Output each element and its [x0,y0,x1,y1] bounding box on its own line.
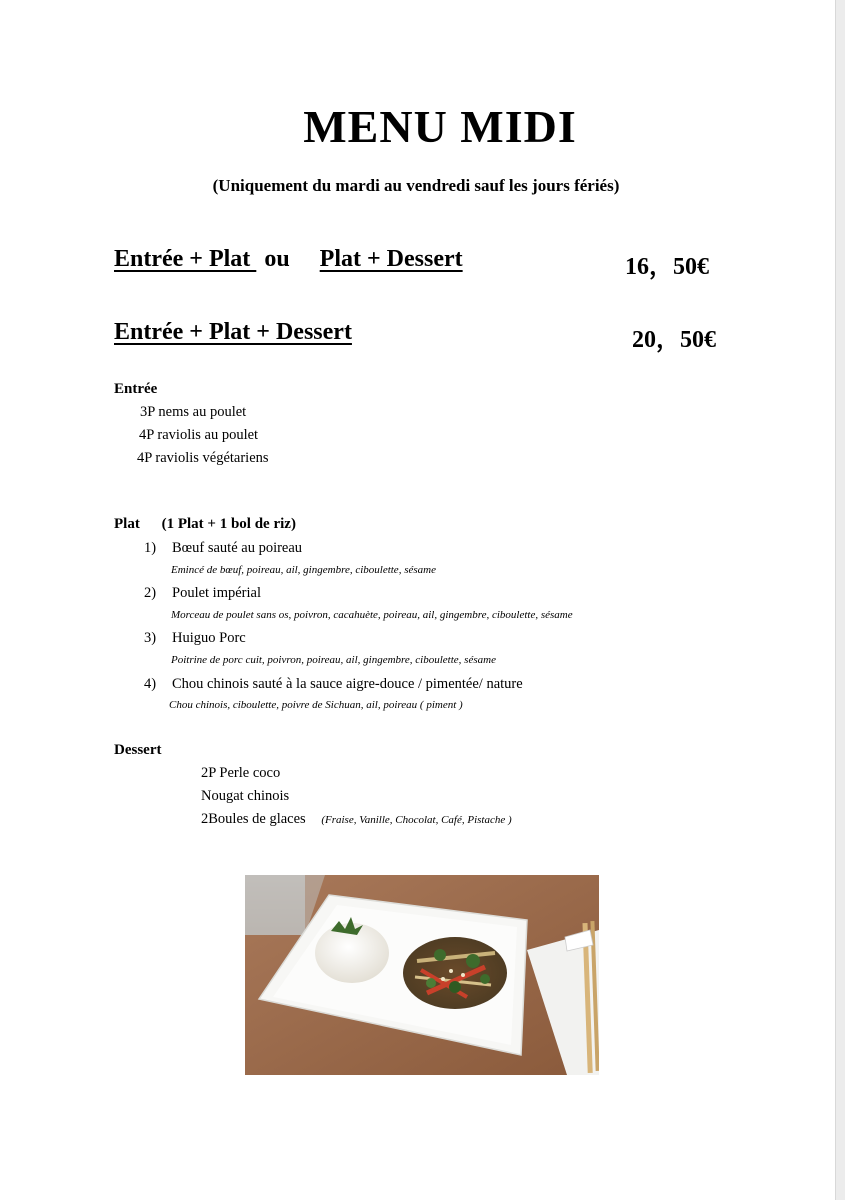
dessert-flavours: (Fraise, Vanille, Chocolat, Café, Pistache ) [321,814,512,826]
plat-heading-label: Plat [114,516,140,532]
entree-item-1: 3P nems au poulet [140,404,247,420]
plat-item-3-number: 3) [144,630,157,646]
plat-item-4-desc: Chou chinois, ciboulette, poivre de Sichuan, ail, poireau ( piment ) [169,699,463,711]
plat-item-3-name: Huiguo Porc [172,630,246,646]
plat-item-3-desc: Poitrine de porc cuit, poivron, poireau, ail, gingembre, ciboulette, sésame [171,654,496,666]
entree-heading: Entrée [114,381,158,397]
plat-item-2 [144,585,261,602]
plat-item-2-name: Poulet impérial [172,585,261,601]
plat-item-1-name: Bœuf sauté au poireau [172,540,303,556]
plat-item-2-desc: Morceau de poulet sans os, poivron, cacahuète, poireau, ail, gingembre, ciboulette, sésame [171,609,573,621]
formula-2 [114,319,352,346]
page-edge [835,0,845,1200]
dessert-item-2: Nougat chinois [201,788,290,804]
page-title: MENU MIDI [303,101,577,152]
entree-item-2: 4P raviolis au poulet [139,427,259,443]
formula-1-part2: Plat + Dessert [319,246,463,272]
formula-1-price: 16，50€ [625,254,709,280]
dessert-heading: Dessert [114,742,162,758]
plat-item-3 [144,630,246,647]
plat-heading [114,516,296,533]
plat-note: (1 Plat + 1 bol de riz) [161,516,296,532]
dessert-item-3-name: 2Boules de glaces [201,811,306,827]
plat-item-1-desc: Emincé de bœuf, poireau, ail, gingembre, ciboulette, sésame [171,564,436,576]
plat-item-2-number: 2) [144,585,157,601]
plat-item-1 [144,540,302,557]
formula-2-label: Entrée + Plat + Dessert [114,319,352,345]
dish-photo [245,875,599,1075]
plat-item-1-number: 1) [144,540,157,556]
plat-item-4 [144,676,523,693]
formula-1-connector: ou [264,246,290,272]
stir-fry [403,937,507,1009]
dessert-item-3 [201,811,512,828]
plat-item-4-name: Chou chinois sauté à la sauce aigre-douce / pimentée/ nature [172,676,523,692]
dessert-item-1: 2P Perle coco [201,765,281,781]
formula-2-price: 20，50€ [632,327,716,353]
formula-1 [114,246,463,273]
entree-item-3: 4P raviolis végétariens [137,450,269,466]
page-subtitle: (Uniquement du mardi au vendredi sauf les jours fériés) [212,176,620,195]
plat-item-4-number: 4) [144,676,157,692]
formula-1-part1: Entrée + Plat [114,246,257,272]
